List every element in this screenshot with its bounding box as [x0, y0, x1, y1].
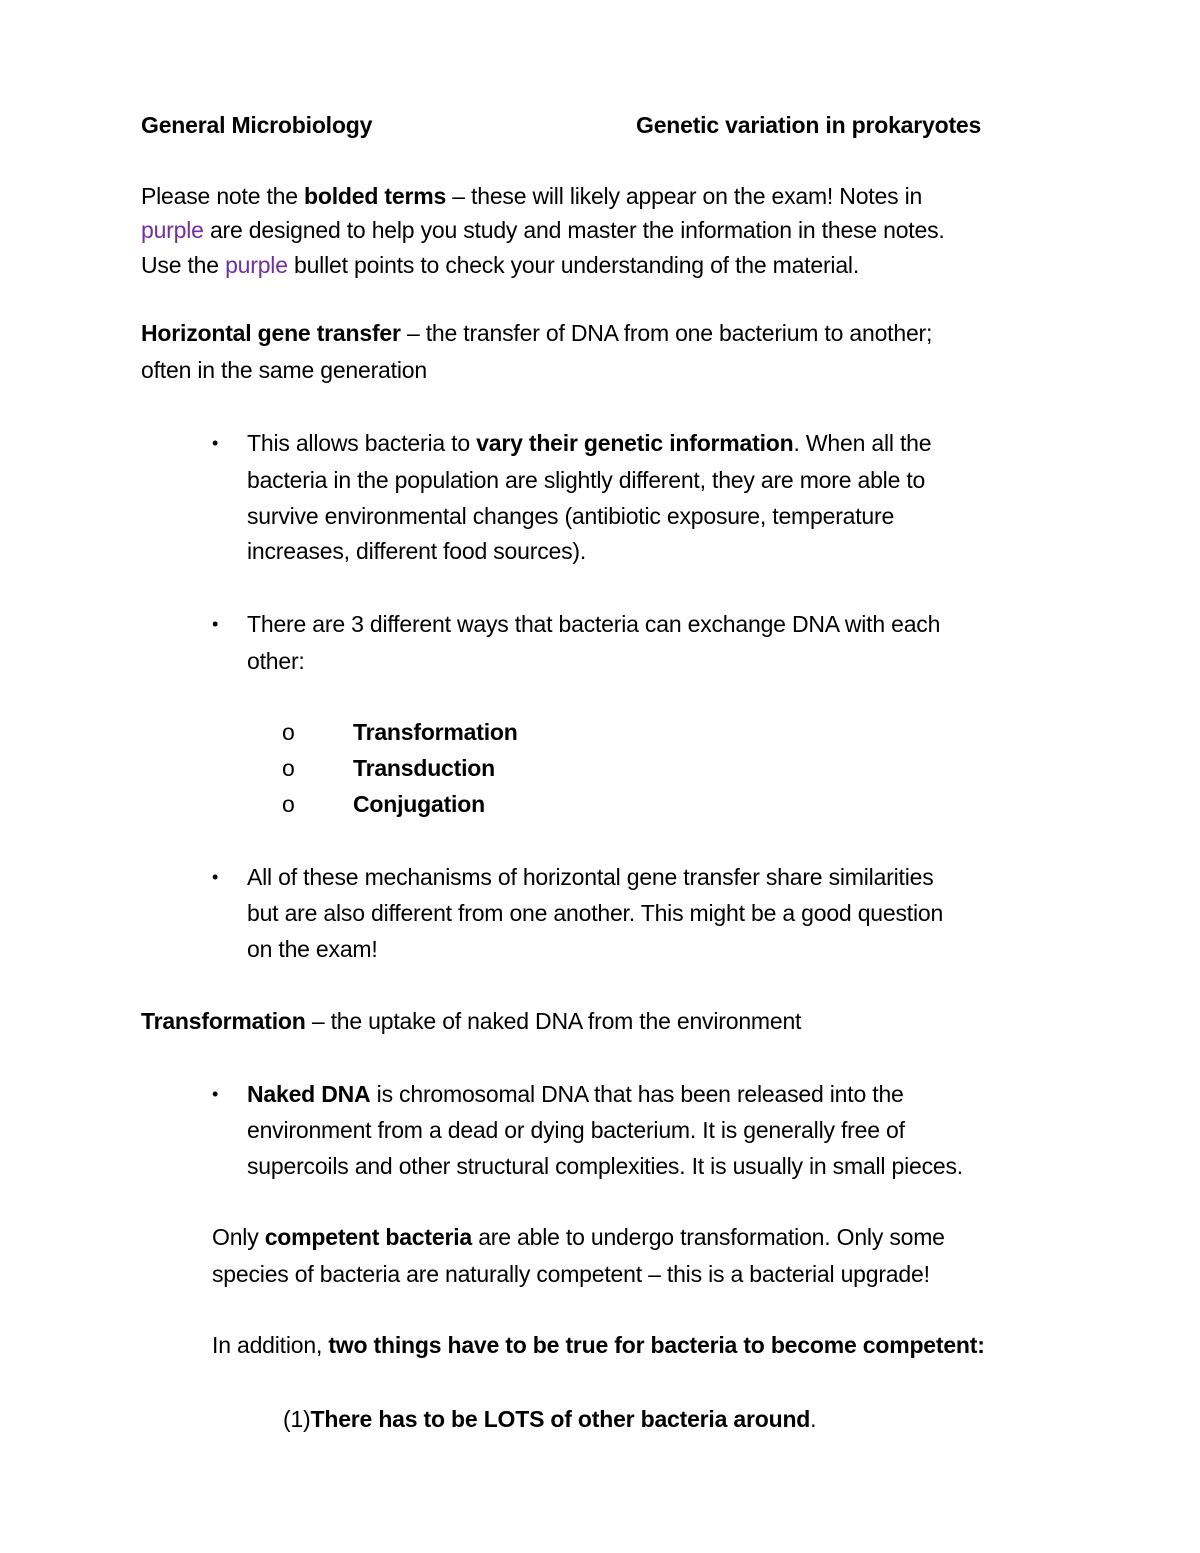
hgt-bullet-1-line-3: survive environmental changes (antibiotic exposure, temperature	[247, 503, 895, 529]
hgt-definition-line-2: often in the same generation	[141, 357, 427, 383]
sub-bullet-icon: o	[282, 755, 295, 781]
intro-line-1: Please note the bolded terms – these will likely appear on the exam! Notes in	[141, 183, 923, 209]
competent-line-1: Only competent bacteria are able to undergo transformation. Only some	[212, 1224, 945, 1250]
hgt-bullet-2-line-2: other:	[247, 648, 305, 674]
bullet-icon: •	[212, 614, 219, 634]
item-number: (1)	[283, 1406, 311, 1432]
topic-title: Genetic variation in prokaryotes	[636, 112, 982, 138]
hgt-definition-line-1: Horizontal gene transfer – the transfer of DNA from one bacterium to another;	[141, 320, 933, 346]
sub-bullet-icon: o	[282, 719, 295, 745]
requirement-item-1: (1)There has to be LOTS of other bacteria around.	[283, 1406, 817, 1432]
intro-line-3: Use the purple bullet points to check your understanding of the material.	[141, 252, 860, 278]
intro-line-2: purple are designed to help you study and master the information in these notes.	[141, 217, 945, 243]
purple-word: purple	[141, 217, 204, 243]
hgt-term: Horizontal gene transfer	[141, 320, 401, 346]
competent-bacteria-term: competent bacteria	[264, 1224, 472, 1250]
sub-bullet-icon: o	[282, 791, 295, 817]
course-title: General Microbiology	[141, 112, 373, 138]
naked-dna-line-3: supercoils and other structural complexities. It is usually in small pieces.	[247, 1153, 963, 1179]
hgt-bullet-2-line-1: There are 3 different ways that bacteria can exchange DNA with each	[247, 611, 941, 637]
transformation-definition: Transformation – the uptake of naked DNA from the environment	[141, 1008, 802, 1034]
mechanism-transformation: Transformation	[353, 719, 518, 745]
hgt-bullet-1-line-4: increases, different food sources).	[247, 538, 587, 564]
hgt-bullet-3-line-2: but are also different from one another. This might be a good question	[247, 900, 944, 926]
mechanism-transduction: Transduction	[353, 755, 496, 781]
competence-requirements: In addition, two things have to be true for bacteria to become competent:	[212, 1332, 985, 1358]
bullet-icon: •	[212, 433, 219, 453]
bullet-icon: •	[212, 867, 219, 887]
hgt-bullet-3-line-3: on the exam!	[247, 936, 378, 962]
naked-dna-term: Naked DNA	[247, 1081, 371, 1107]
purple-word: purple	[225, 252, 288, 278]
competent-line-2: species of bacteria are naturally competent – this is a bacterial upgrade!	[212, 1261, 930, 1287]
mechanism-conjugation: Conjugation	[353, 791, 485, 817]
transformation-term: Transformation	[141, 1008, 306, 1034]
hgt-bullet-1-line-1: This allows bacteria to vary their genetic information. When all the	[247, 430, 932, 456]
naked-dna-line-2: environment from a dead or dying bacterium. It is generally free of	[247, 1117, 905, 1143]
naked-dna-line-1: Naked DNA is chromosomal DNA that has been released into the	[247, 1081, 904, 1107]
bullet-icon: •	[212, 1084, 219, 1104]
hgt-bullet-1-line-2: bacteria in the population are slightly different, they are more able to	[247, 467, 926, 493]
bolded-terms: bolded terms	[304, 183, 447, 209]
hgt-bullet-3-line-1: All of these mechanisms of horizontal gene transfer share similarities	[247, 864, 934, 890]
